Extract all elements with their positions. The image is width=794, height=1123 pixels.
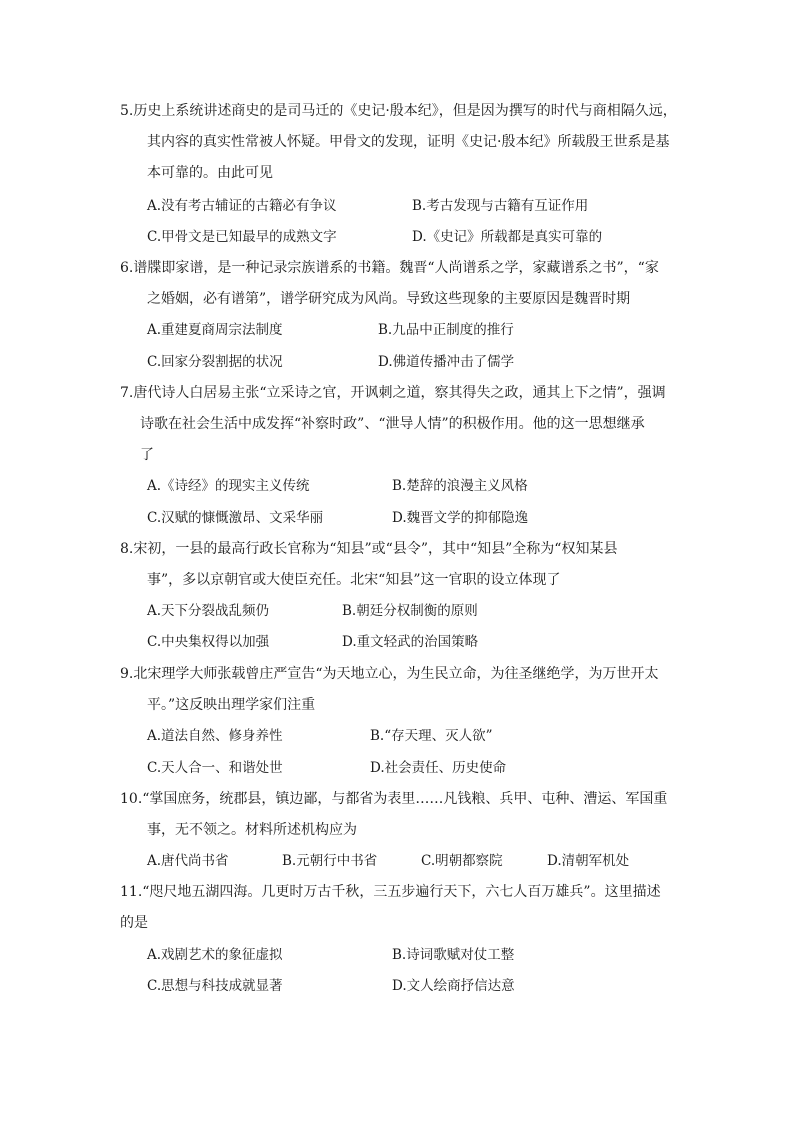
question-stem-line: 本可靠的。由此可见 <box>147 165 273 181</box>
option-c[interactable]: C.甲骨文是已知最早的成熟文字 <box>147 229 337 245</box>
question-stem-line: 其内容的真实性常被人怀疑。甲骨文的发现，证明《史记·殷本纪》所载殷王世系是基 <box>147 134 670 150</box>
option-a[interactable]: A.重建夏商周宗法制度 <box>147 322 283 338</box>
option-c[interactable]: C.汉赋的慷慨激昂、文采华丽 <box>147 510 324 526</box>
option-d[interactable]: D.魏晋文学的抑郁隐逸 <box>392 510 529 526</box>
question-stem-line: 9.北宋理学大师张载曾庄严宣告“为天地立心，为生民立命，为往圣继绝学，为万世开太 <box>120 666 659 682</box>
option-a[interactable]: A.道法自然、修身养性 <box>147 728 283 744</box>
option-d[interactable]: D.重文轻武的治国策略 <box>342 634 479 650</box>
option-d[interactable]: D.文人绘商抒信达意 <box>392 978 515 994</box>
question-stem-line: 之婚姻，必有谱第”，谱学研究成为风尚。导致这些现象的主要原因是魏晋时期 <box>147 291 631 307</box>
option-b[interactable]: B.元朝行中书省 <box>282 853 378 869</box>
question-stem-line: 平。”这反映出理学家们注重 <box>147 697 316 713</box>
option-c[interactable]: C.天人合一、和谐处世 <box>147 760 283 776</box>
option-c[interactable]: C.中央集权得以加强 <box>147 634 270 650</box>
option-d[interactable]: D.社会责任、历史使命 <box>370 760 507 776</box>
question-stem-line: 事，无不领之。材料所述机构应为 <box>147 822 357 838</box>
question-stem-line: 事”，多以京朝官或大使臣充任。北宋“知县”这一官职的设立体现了 <box>147 572 561 588</box>
option-b[interactable]: B.楚辞的浪漫主义风格 <box>392 478 528 494</box>
option-c[interactable]: C.回家分裂割据的状况 <box>147 354 283 370</box>
option-a[interactable]: A.天下分裂战乱频仍 <box>147 603 270 619</box>
option-a[interactable]: A.唐代尚书省 <box>147 853 229 869</box>
option-c[interactable]: C.思想与科技成就显著 <box>147 978 283 994</box>
option-b[interactable]: B.考古发现与古籍有互证作用 <box>412 198 589 214</box>
option-d[interactable]: D.佛道传播冲击了儒学 <box>378 354 515 370</box>
option-b[interactable]: B.九品中正制度的推行 <box>378 322 514 338</box>
option-a[interactable]: A.戏剧艺术的象征虚拟 <box>147 947 283 963</box>
option-a[interactable]: A.《诗经》的现实主义传统 <box>147 478 310 494</box>
option-d[interactable]: D.清朝军机处 <box>547 853 630 869</box>
question-stem-line: 诗歌在社会生活中成发挥“补察时政”、“泄导人情”的积极作用。他的这一思想继承 <box>140 416 645 432</box>
question-stem-line: 7.唐代诗人白居易主张“立采诗之官，开讽刺之道，察其得失之政，通其上下之情”，强调 <box>120 385 666 401</box>
question-stem-line: 了 <box>140 447 154 463</box>
option-c[interactable]: C.明朝都察院 <box>421 853 503 869</box>
question-stem-line: 10.“掌国庶务，统郡县，镇边鄙，与都省为表里……凡钱粮、兵甲、屯种、漕运、军国重 <box>120 791 668 807</box>
question-stem-line: 8.宋初，一县的最高行政长官称为“知县”或“县令”，其中“知县”全称为“权知某县 <box>120 541 618 557</box>
question-stem-line: 6.谱牒即家谱，是一种记录宗族谱系的书籍。魏晋“人尚谱系之学，家藏谱系之书”，“家 <box>120 260 659 276</box>
option-b[interactable]: B.“存天理、灭人欲” <box>370 728 493 744</box>
option-b[interactable]: B.朝廷分权制衡的原则 <box>342 603 478 619</box>
question-stem-line: 5.历史上系统讲述商史的是司马迁的《史记·殷本纪》，但是因为撰写的时代与商相隔久远， <box>120 103 677 119</box>
option-d[interactable]: D.《史记》所载都是真实可靠的 <box>412 229 603 245</box>
question-stem-line: 的是 <box>120 915 148 931</box>
option-a[interactable]: A.没有考古辅证的古籍必有争议 <box>147 198 337 214</box>
question-stem-line: 11.“咫尺地五湖四海。几更时万古千秋，三五步遍行天下，六七人百万雄兵”。这里描述 <box>120 884 661 900</box>
option-b[interactable]: B.诗词歌赋对仗工整 <box>392 947 515 963</box>
